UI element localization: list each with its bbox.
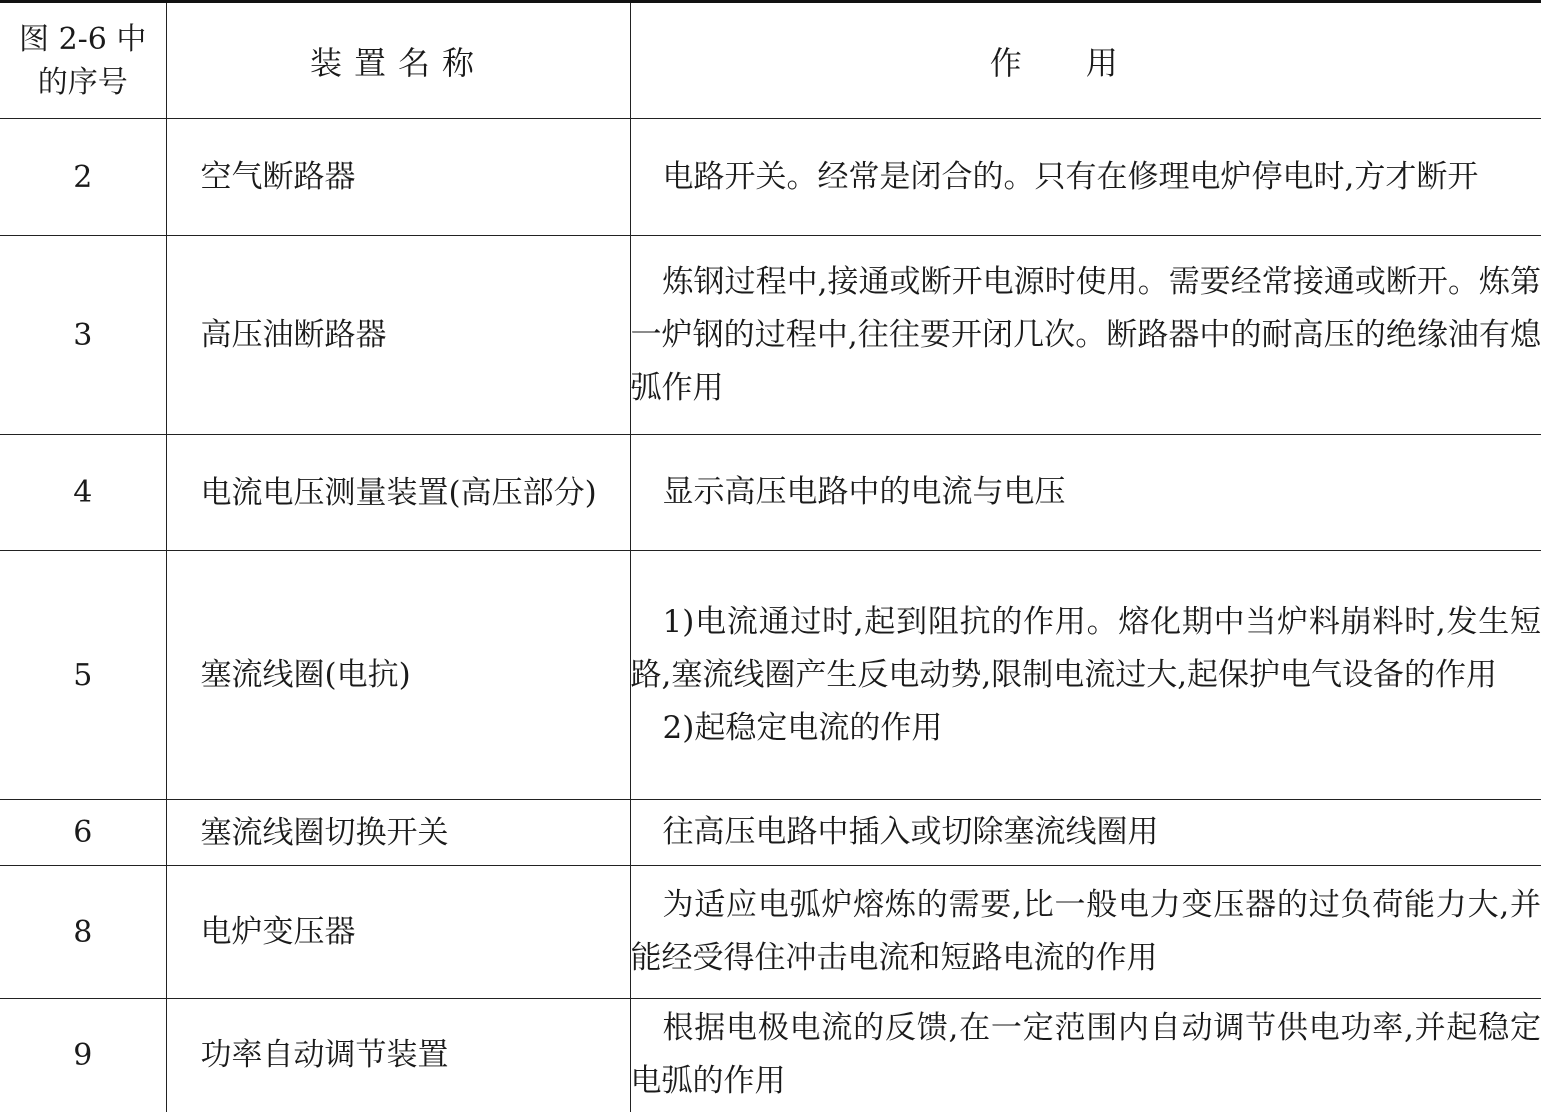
row-device-name: 电炉变压器 [166, 866, 630, 999]
table-row [0, 435, 1541, 551]
row-function-text: 1)电流通过时,起到阻抗的作用。熔化期中当炉料崩料时,发生短路,塞流线圈产生反电动势,限制电流过大,起保护电气设备的作用 [631, 596, 1541, 702]
row-function-text: 炼钢过程中,接通或断开电源时使用。需要经常接通或断开。炼第一炉钢的过程中,往往要开闭几次。断路器中的耐高压的绝缘油有熄弧作用 [631, 256, 1541, 415]
row-device-name: 塞流线圈切换开关 [166, 800, 630, 866]
row-device-name: 高压油断路器 [166, 236, 630, 435]
header-function [630, 2, 1541, 119]
row-device-name: 电流电压测量装置(高压部分) [166, 435, 630, 551]
header-number-line1: 图 2-6 中 [0, 18, 166, 61]
row-function-text: 根据电极电流的反馈,在一定范围内自动调节供电功率,并起稳定电弧的作用 [631, 1002, 1541, 1108]
row-function [630, 999, 1541, 1112]
header-number [0, 2, 166, 119]
row-function-text: 电路开关。经常是闭合的。只有在修理电炉停电时,方才断开 [631, 151, 1541, 204]
row-function-text: 往高压电路中插入或切除塞流线圈用 [631, 806, 1541, 859]
header-function-text: 作用 [990, 44, 1182, 82]
row-number: 3 [0, 236, 166, 435]
header-device-name [166, 2, 630, 119]
row-device-name: 功率自动调节装置 [166, 999, 630, 1112]
row-number: 2 [0, 119, 166, 236]
row-function [630, 551, 1541, 800]
row-device-name: 塞流线圈(电抗) [166, 551, 630, 800]
row-number: 8 [0, 866, 166, 999]
table-row [0, 236, 1541, 435]
row-number: 4 [0, 435, 166, 551]
header-device-name-text: 装置名称 [310, 44, 486, 82]
table-row [0, 800, 1541, 866]
row-device-name: 空气断路器 [166, 119, 630, 236]
row-function [630, 435, 1541, 551]
row-function [630, 800, 1541, 866]
table-row [0, 866, 1541, 999]
table-row [0, 999, 1541, 1112]
row-function-text: 2)起稳定电流的作用 [631, 702, 1541, 755]
header-row [0, 2, 1541, 119]
row-number: 6 [0, 800, 166, 866]
row-number: 9 [0, 999, 166, 1112]
row-function [630, 119, 1541, 236]
row-number: 5 [0, 551, 166, 800]
header-number-line2: 的序号 [0, 61, 166, 104]
table-row [0, 551, 1541, 800]
row-function [630, 236, 1541, 435]
row-function-text: 显示高压电路中的电流与电压 [631, 466, 1541, 519]
row-function-text: 为适应电弧炉熔炼的需要,比一般电力变压器的过负荷能力大,并能经受得住冲击电流和短路电流的作用 [631, 879, 1541, 985]
row-function [630, 866, 1541, 999]
table-row [0, 119, 1541, 236]
